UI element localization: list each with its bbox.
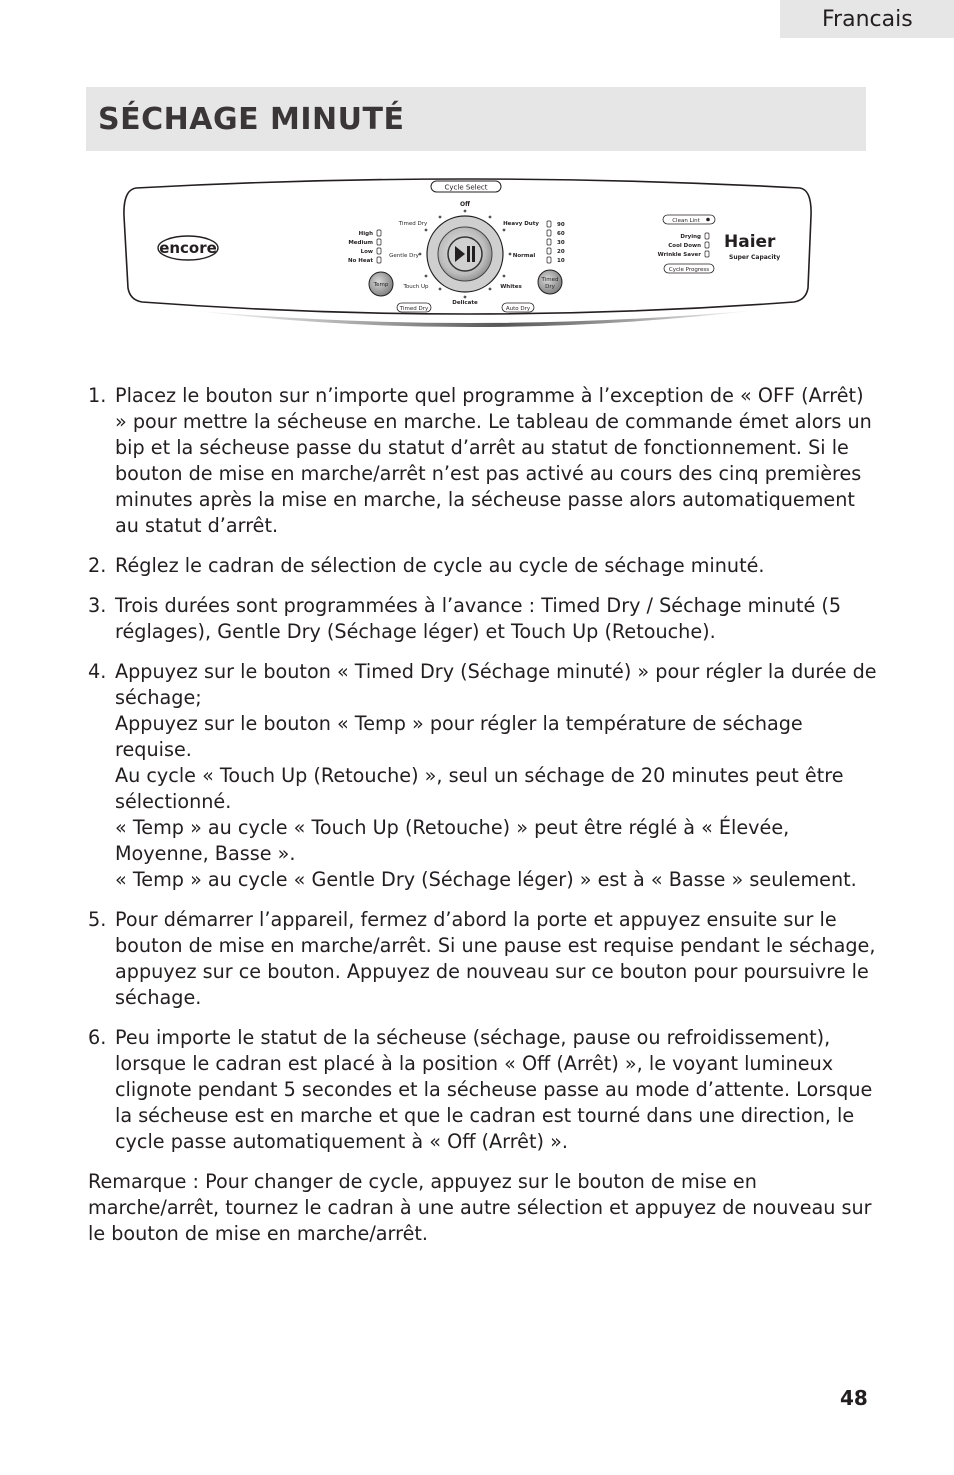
dial-label-normal: Normal	[512, 253, 536, 259]
clean-lint-led	[706, 218, 710, 222]
temp-button-label: Temp	[373, 282, 389, 288]
step-text: « Temp » au cycle « Touch Up (Retouche) » peut être réglé à « Élevée, Moyenne, Basse ».	[115, 816, 790, 865]
status-leds	[705, 233, 709, 257]
step-text: Appuyez sur le bouton « Timed Dry (Séchage minuté) » pour régler la durée de séchage;	[115, 660, 877, 709]
step-text: Pour démarrer l’appareil, fermez d’abord la porte et appuyez ensuite sur le bouton de mise en marche/arrêt. Si une pause est requise pendant le séchage, appuyez sur ce bouton. Appuyez de nouveau sur ce bouton pour poursuivre le séchage.	[115, 908, 876, 1009]
language-tab	[780, 0, 954, 38]
step-text: Réglez le cadran de sélection de cycle au cycle de séchage minuté.	[115, 554, 765, 577]
temp-level-low: Low	[360, 249, 373, 255]
dial-label-timed-dry: Timed Dry	[398, 221, 428, 227]
dial-label-whites: Whites	[500, 284, 522, 290]
dial-label-gentle-dry: Gentle Dry	[389, 253, 419, 259]
dial-label-off: Off	[460, 201, 470, 208]
step-item	[88, 659, 878, 893]
section-header	[86, 87, 866, 151]
step-text: Trois durées sont programmées à l’avance : Timed Dry / Séchage minuté (5 réglages), Gentle Dry (Séchage léger) et Touch Up (Retouche).	[115, 594, 842, 643]
timed-dry-button-line1: Timed	[541, 277, 559, 283]
step-number: 6.	[88, 1026, 107, 1049]
step-item	[88, 1025, 878, 1155]
step-item	[88, 553, 878, 579]
step-text: « Temp » au cycle « Gentle Dry (Séchage léger) » est à « Basse » seulement.	[115, 868, 857, 891]
status-cool-down: Cool Down	[668, 243, 701, 249]
time-level-90: 90	[557, 222, 565, 228]
steps-list	[88, 383, 878, 1155]
status-wrinkle-saver: Wrinkle Saver	[657, 252, 701, 258]
dial-label-touch-up: Touch Up	[403, 284, 429, 290]
section-title: SÉCHAGE MINUTÉ	[98, 102, 405, 137]
note-text: Remarque : Pour changer de cycle, appuyez sur le bouton de mise en marche/arrêt, tournez le cadran à une autre sélection et appuyez de nouveau sur le bouton de mise en marche/arrêt.	[88, 1170, 872, 1245]
step-text: Peu importe le statut de la sécheuse (séchage, pause ou refroidissement), lorsque le cadran est placé à la position « Off (Arrêt) », le voyant lumineux clignote pendant 5 secondes et la sécheuse passe au mode d’attente. Lorsque la sécheuse est en marche et que le cadran est tourné dans une direction, le cycle passe automatiquement à « Off (Arrêt) ».	[115, 1026, 873, 1153]
step-item	[88, 907, 878, 1011]
dial-label-delicate: Delicate	[452, 300, 478, 306]
time-level-30: 30	[557, 240, 565, 246]
haier-logo: Haier	[724, 232, 776, 252]
auto-dry-pill-label: Auto Dry	[505, 306, 531, 312]
time-level-10: 10	[557, 258, 565, 264]
time-level-60: 60	[557, 231, 565, 237]
step-number: 1.	[88, 384, 107, 407]
step-number: 5.	[88, 908, 107, 931]
haier-logo-sub: Super Capacity	[729, 254, 781, 261]
time-level-20: 20	[557, 249, 565, 255]
time-level-leds	[547, 221, 551, 263]
cycle-select-label: Cycle Select	[444, 183, 488, 192]
step-text: Appuyez sur le bouton « Temp » pour régler la température de séchage requise.	[115, 712, 803, 761]
cycle-progress-label: Cycle Progress	[668, 267, 710, 273]
step-item	[88, 383, 878, 539]
control-panel-illustration	[118, 176, 818, 346]
step-number: 3.	[88, 594, 107, 617]
status-drying: Drying	[680, 234, 701, 240]
clean-lint-label: Clean Lint	[672, 218, 700, 224]
step-number: 2.	[88, 554, 107, 577]
step-item	[88, 593, 878, 645]
temp-level-medium: Medium	[348, 240, 373, 246]
temp-level-no-heat: No Heat	[348, 258, 373, 264]
encore-logo: encore	[159, 239, 217, 257]
page-number: 48	[840, 1386, 868, 1410]
timed-dry-pill-label: Timed Dry	[399, 306, 429, 312]
step-text: Placez le bouton sur n’importe quel programme à l’exception de « OFF (Arrêt) » pour mettre la sécheuse en marche. Le tableau de commande émet alors un bip et la sécheuse passe du statut d’arrêt au statut de fonctionnement. Si le bouton de mise en marche/arrêt n’est pas activé au cours des cinq premières minutes après la mise en marche, la sécheuse passe alors automatiquement au statut d’arrêt.	[115, 384, 872, 537]
language-label: Francais	[822, 7, 913, 32]
step-number: 4.	[88, 660, 107, 683]
instructions	[88, 383, 878, 1247]
step-text: Au cycle « Touch Up (Retouche) », seul un séchage de 20 minutes peut être sélectionné.	[115, 764, 844, 813]
dial-label-heavy-duty: Heavy Duty	[503, 221, 539, 227]
temp-level-high: High	[358, 231, 373, 237]
timed-dry-button-line2: Dry	[545, 284, 555, 290]
